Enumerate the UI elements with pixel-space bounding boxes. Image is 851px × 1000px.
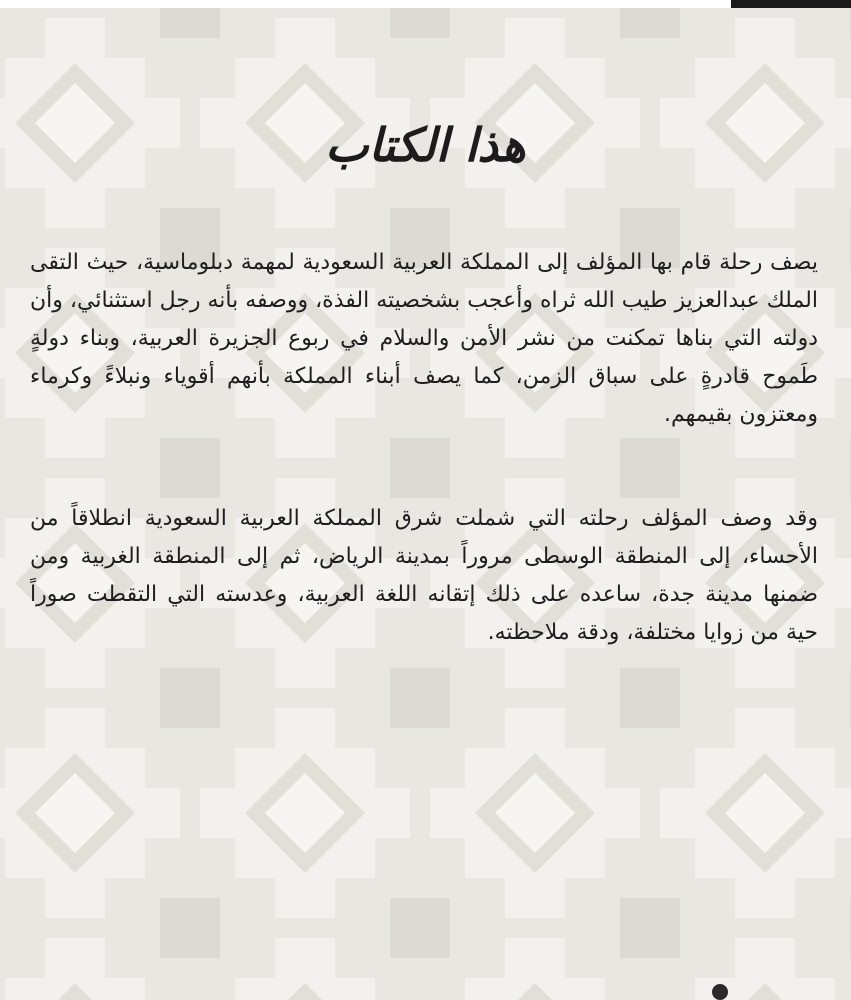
page-heading: هذا الكتاب [325, 118, 526, 172]
book-back-cover [0, 8, 851, 1000]
paragraph-1: يصف رحلة قام بها المؤلف إلى المملكة العربية السعودية لمهمة دبلوماسية، حيث التقى الملك عبدالعزيز طيب الله ثراه وأعجب بشخصيته الفذة، ووصفه بأنه رجل استثنائي، وأن دولته التي بناها تمكنت من نشر الأمن والسلام في ربوع الجزيرة العربية، وبناء دولةٍ طَموح قادرةٍ على سباق الزمن، كما يصف أبناء المملكة بأنهم أقوياء ونبلاءً وكرماء ومعتزون بقيمهم. [30, 250, 818, 427]
paragraph-2: وقد وصف المؤلف رحلته التي شملت شرق المملكة العربية السعودية انطلاقاً من الأحساء، إلى المنطقة الوسطى مروراً بمدينة الرياض، ثم إلى المنطقة الغربية ومن ضمنها مدينة جدة، ساعده على ذلك إتقانه اللغة العربية، وعدسته التي التقطت صوراً حية من زوايا مختلفة، ودقة ملاحظته. [30, 506, 818, 645]
corner-mark [712, 984, 728, 1000]
